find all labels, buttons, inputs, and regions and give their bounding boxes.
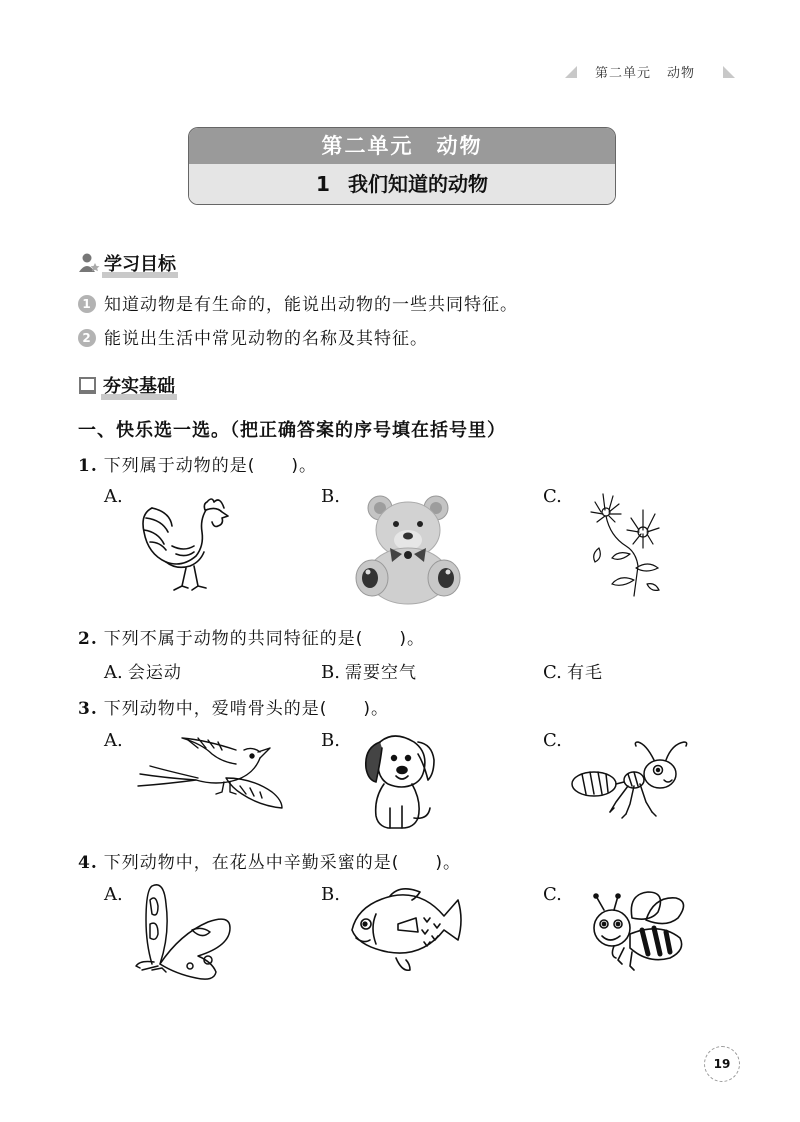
- question-2: [78, 624, 425, 649]
- basics-heading-label: 夯实基础: [103, 376, 175, 397]
- puppy-icon: [360, 728, 440, 832]
- option-b-label: B.: [321, 884, 340, 905]
- teddy-bear-icon: [350, 492, 466, 604]
- option-c: [543, 658, 603, 683]
- option-text: 有毛: [566, 663, 603, 683]
- question-text: 下列属于动物的是( )。: [103, 456, 318, 476]
- goal-item: [78, 324, 428, 349]
- option-text: 会运动: [127, 663, 182, 683]
- butterfly-icon: [132, 880, 238, 988]
- unit-title: 第二单元 动物: [189, 128, 615, 164]
- goal-badge: 1: [78, 295, 96, 313]
- chrysanthemum-icon: [585, 488, 665, 600]
- book-icon: [78, 376, 98, 396]
- option-letter: B.: [321, 662, 340, 683]
- goal-item: [78, 290, 518, 315]
- option-letter: C.: [543, 662, 562, 683]
- part1-title: 一、快乐选一选。（把正确答案的序号填在括号里）: [78, 420, 506, 441]
- basics-heading: [78, 372, 177, 398]
- option-b-label: B.: [321, 730, 340, 751]
- goals-heading-label: 学习目标: [104, 254, 176, 275]
- question-1: [78, 451, 317, 476]
- header-triangle-right-icon: [723, 66, 735, 78]
- goals-heading: [78, 250, 178, 276]
- fish-icon: [344, 880, 470, 976]
- question-text: 下列动物中，在花丛中辛勤采蜜的是( )。: [103, 853, 462, 873]
- page-number: 19: [704, 1046, 740, 1082]
- question-text: 下列动物中，爱啃骨头的是( )。: [103, 699, 390, 719]
- option-c-label: C.: [543, 486, 562, 507]
- option-a-label: A.: [104, 884, 123, 905]
- bee-icon: [584, 888, 690, 972]
- question-number: 2.: [78, 629, 98, 649]
- running-header-unit: 第二单元: [595, 66, 652, 81]
- goal-text: 能说出生活中常见动物的名称及其特征。: [104, 329, 428, 349]
- lesson-title-box: [188, 127, 616, 205]
- question-number: 3.: [78, 699, 98, 719]
- lesson-name: 我们知道的动物: [347, 172, 488, 196]
- ant-icon: [568, 728, 686, 820]
- lesson-number: 1: [316, 172, 330, 196]
- question-number: 4.: [78, 853, 98, 873]
- running-header-topic: 动物: [667, 66, 696, 81]
- option-a: [104, 658, 182, 683]
- lesson-title: [189, 164, 615, 204]
- option-b: [321, 658, 417, 683]
- option-c-label: C.: [543, 730, 562, 751]
- goal-badge: 2: [78, 329, 96, 347]
- option-a-label: A.: [104, 486, 123, 507]
- rooster-icon: [136, 490, 236, 598]
- question-text: 下列不属于动物的共同特征的是( )。: [103, 629, 426, 649]
- option-letter: A.: [104, 662, 123, 683]
- option-b-label: B.: [321, 486, 340, 507]
- goal-text: 知道动物是有生命的，能说出动物的一些共同特征。: [104, 295, 518, 315]
- header-triangle-left-icon: [565, 66, 577, 78]
- option-a-label: A.: [104, 730, 123, 751]
- bird-icon: [136, 730, 288, 826]
- option-text: 需要空气: [345, 663, 418, 683]
- learner-icon: [78, 252, 100, 274]
- question-number: 1.: [78, 456, 98, 476]
- option-c-label: C.: [543, 884, 562, 905]
- running-header: [565, 62, 735, 82]
- question-3: [78, 694, 389, 719]
- question-4: [78, 848, 461, 873]
